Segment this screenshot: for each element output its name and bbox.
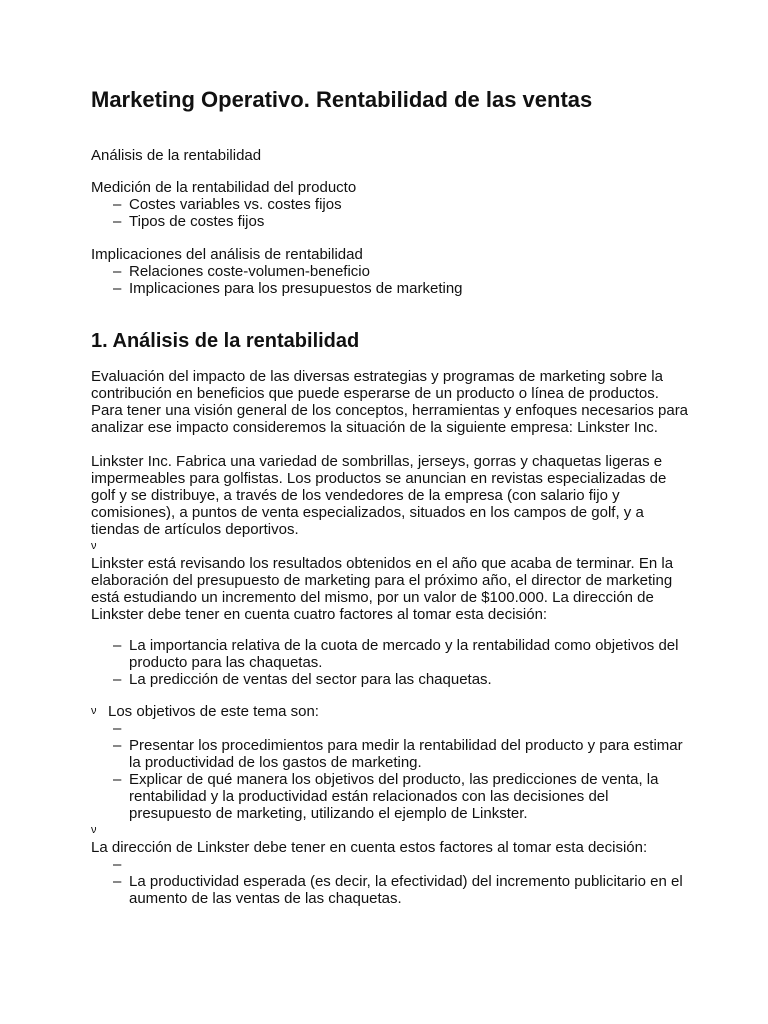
objectives-intro [91, 703, 691, 720]
paragraph-review: Linkster está revisando los resultados obtenidos en el año que acaba de terminar. En la elaboración del presupuesto de marketing para el próximo año, el director de marketing está estudiando un incremento del mismo, por un valor de $100.000. La dirección de Linkster debe tener en cuenta cuatro factores al tomar esta decisión: [91, 555, 674, 623]
toc-item-analysis: Análisis de la rentabilidad [91, 147, 262, 164]
list-item: – La predicción de ventas del sector para las chaquetas. [91, 671, 691, 688]
bullet-glyph: ν [91, 824, 97, 836]
paragraph-factors-intro: La dirección de Linkster debe tener en cuenta estos factores al tomar esta decisión: [91, 839, 648, 856]
list-item: – Costes variables vs. costes fijos [91, 196, 691, 213]
toc-list-implications [91, 263, 691, 297]
section-heading: 1. Análisis de la rentabilidad [91, 330, 360, 352]
list-item: – Explicar de qué manera los objetivos del producto, las predicciones de venta, la rentabilidad y la productividad están relacionados con las decisiones del presupuesto de marketing, utilizando el ejemplo de Linkster. [91, 771, 691, 822]
paragraph-company: Linkster Inc. Fabrica una variedad de sombrillas, jerseys, gorras y chaquetas ligeras e impermeables para golfistas. Los productos se anuncian en revistas especializadas de golf y se distribuye, a través de los vendedores de la empresa (con salario fijo y comisiones), a puntos de venta especializados, situados en los campos de golf, y a tiendas de artículos deportivos. [91, 453, 667, 538]
factors-list-2 [91, 856, 691, 907]
toc-heading-measurement: Medición de la rentabilidad del producto [91, 179, 357, 196]
list-item: – Implicaciones para los presupuestos de marketing [91, 280, 691, 297]
bullet-glyph: ν [91, 540, 97, 552]
list-item: – La importancia relativa de la cuota de mercado y la rentabilidad como objetivos del producto para las chaquetas. [91, 637, 691, 671]
list-item: – La productividad esperada (es decir, la efectividad) del incremento publicitario en el aumento de las ventas de las chaquetas. [91, 873, 691, 907]
bullet-glyph: ν [91, 705, 97, 717]
list-item: – Tipos de costes fijos [91, 213, 691, 230]
objectives-intro-text: Los objetivos de este tema son: [108, 703, 319, 720]
list-item [91, 856, 691, 873]
factors-list [91, 637, 691, 688]
objectives-list [91, 720, 691, 822]
paragraph-intro: Evaluación del impacto de las diversas estrategias y programas de marketing sobre la contribución en beneficios que puede esperarse de un producto o línea de productos. Para tener una visión general de los conceptos, herramientas y enfoques necesarios para analizar ese impacto consideremos la situación de la siguiente empresa: Linkster Inc. [91, 368, 689, 436]
list-item [91, 720, 691, 737]
document-content [91, 86, 691, 907]
list-item: – Relaciones coste-volumen-beneficio [91, 263, 691, 280]
document-title: Marketing Operativo. Rentabilidad de las ventas [91, 87, 593, 112]
toc-heading-implications: Implicaciones del análisis de rentabilidad [91, 246, 363, 263]
toc-list-measurement [91, 196, 691, 230]
list-item: – Presentar los procedimientos para medir la rentabilidad del producto y para estimar la productividad de los gastos de marketing. [91, 737, 691, 771]
